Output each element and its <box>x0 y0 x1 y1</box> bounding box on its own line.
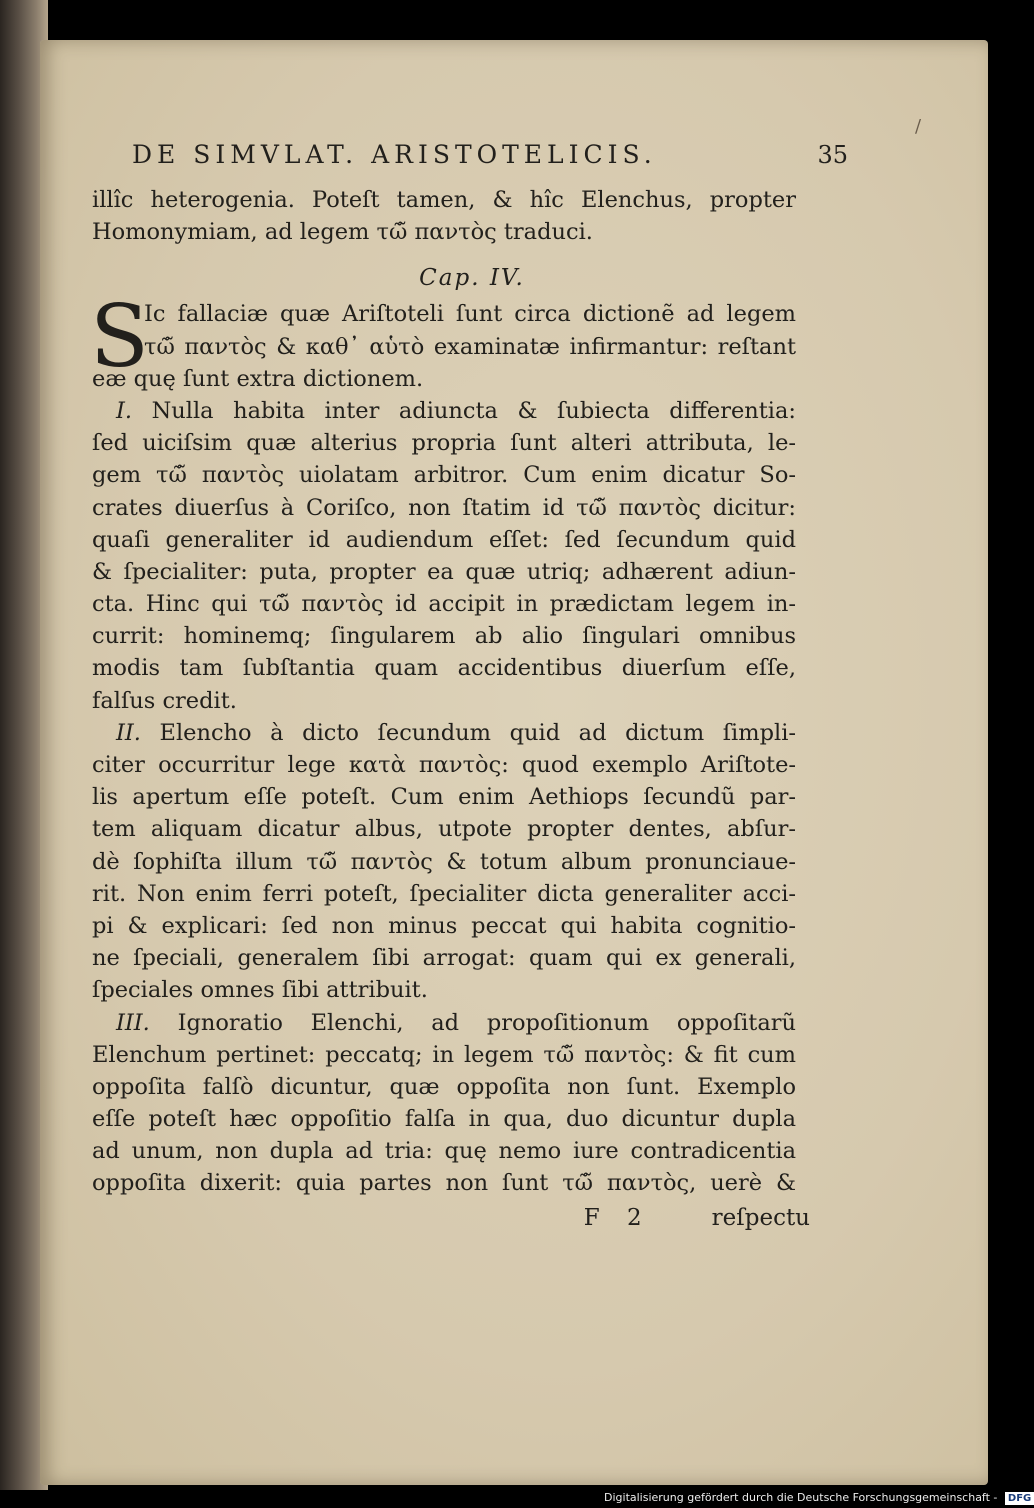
line-text: Elencho à dicto ſecundum quid ad dictum ſimpli- <box>159 719 796 746</box>
line-text: Ignoratio Elenchi, ad propoſitionum oppoſitarũ <box>177 1009 796 1036</box>
text-line: ſpeciales omnes ſibi attribuit. <box>92 977 428 1004</box>
text-line: eæ quę ſunt extra dictionem. <box>92 365 424 392</box>
signature-mark: F 2 <box>583 1204 652 1231</box>
text-line <box>92 395 796 427</box>
page-footer <box>92 1202 810 1234</box>
book-page <box>40 40 988 1485</box>
credit-text: Digitalisierung gefördert durch die Deutsche Forschungsgemeinschaft - <box>604 1491 998 1504</box>
catchword: reſpectu <box>711 1204 810 1231</box>
digitization-credit <box>604 1490 1034 1506</box>
text-line: τῶ̃ παντὸς & καθ᾽ αὑτὸ examinatæ infirmantur: reſtant <box>144 333 796 360</box>
section-2 <box>92 717 832 1007</box>
pencil-mark: / <box>915 116 922 137</box>
text-line: gem τῶ̃ παντὸς uiolatam arbitror. Cum enim dicatur So- <box>92 462 796 489</box>
section-1 <box>92 395 832 717</box>
text-line <box>92 1007 796 1039</box>
text-line: tem aliquam dicatur albus, utpote propter dentes, abſur- <box>92 816 796 843</box>
text-line: Homonymiam, ad legem τῶ̃ παντὸς traduci. <box>92 219 593 246</box>
folio-number: 35 <box>817 141 848 169</box>
text-line: oppoſita falſò dicuntur, quæ oppoſita non ſunt. Exemplo <box>92 1073 796 1100</box>
running-head-title: DE SIMVLAT. ARISTOTELICIS. <box>132 140 657 169</box>
text-line <box>92 717 796 749</box>
page-text <box>90 140 848 1234</box>
dfg-logo: DFG <box>1005 1492 1034 1505</box>
text-line: modis tam ſubſtantia quam accidentibus diuerſum eſſe, <box>92 655 796 682</box>
text-line: ſed uiciſsim quæ alterius propria ſunt alteri attributa, le- <box>92 430 796 457</box>
text-line: ad unum, non dupla ad tria: quę nemo iure contradicentia <box>92 1138 796 1165</box>
text-line: lis apertum eſſe poteſt. Cum enim Aethiops ſecundũ par- <box>92 784 796 811</box>
text-line: ne ſpeciali, generalem ſibi arrogat: quam qui ex generali, <box>92 945 796 972</box>
section-numeral: I. <box>116 397 133 424</box>
section-numeral: II. <box>116 719 141 746</box>
text-line: cta. Hinc qui τῶ̃ παντὸς id accipit in prædictam legem in- <box>92 591 796 618</box>
text-line: quaſi generaliter id audiendum eſſet: ſed ſecundum quid <box>92 526 796 553</box>
text-line: falſus credit. <box>92 687 237 714</box>
text-line: & ſpecialiter: puta, propter ea quæ utriq; adhærent adiun- <box>92 558 796 585</box>
text-line: currit: hominemq; ſingularem ab alio ſingulari omnibus <box>92 623 796 650</box>
text-line: eſſe poteſt hæc oppoſitio falſa in qua, duo dicuntur dupla <box>92 1106 796 1133</box>
text-line: dè ſophiſta illum τῶ̃ παντὸς & totum album pronunciaue- <box>92 848 796 875</box>
drop-cap: S <box>90 287 149 388</box>
text-line: Elenchum pertinet: peccatq; in legem τῶ̃ παντὸς: & fit cum <box>92 1041 796 1068</box>
text-line: oppoſita dixerit: quia partes non ſunt τῶ̃ παντὸς, uerè & <box>92 1170 796 1197</box>
opening-paragraph <box>90 287 832 395</box>
chapter-heading: Cap. IV. <box>419 265 525 292</box>
text-line: crates diuerſus à Coriſco, non ſtatim id τῶ̃ παντὸς dicitur: <box>92 494 796 521</box>
section-numeral: III. <box>116 1009 150 1036</box>
line-text: Nulla habita inter adiuncta & ſubiecta differentia: <box>151 397 796 424</box>
text-line: illîc heterogenia. Poteſt tamen, & hîc Elenchus, propter <box>92 187 796 213</box>
section-3 <box>92 1007 832 1200</box>
text-line: citer occurritur lege κατὰ παντὸς: quod exemplo Ariſtote- <box>92 752 796 778</box>
text-line: Ic fallaciæ quæ Ariſtoteli ſunt circa dictionẽ ad legem <box>144 301 796 328</box>
running-head <box>132 140 848 184</box>
text-line: rit. Non enim ferri poteſt, ſpecialiter dicta generaliter acci- <box>92 880 796 907</box>
text-line: pi & explicari: ſed non minus peccat qui habita cognitio- <box>92 912 796 939</box>
